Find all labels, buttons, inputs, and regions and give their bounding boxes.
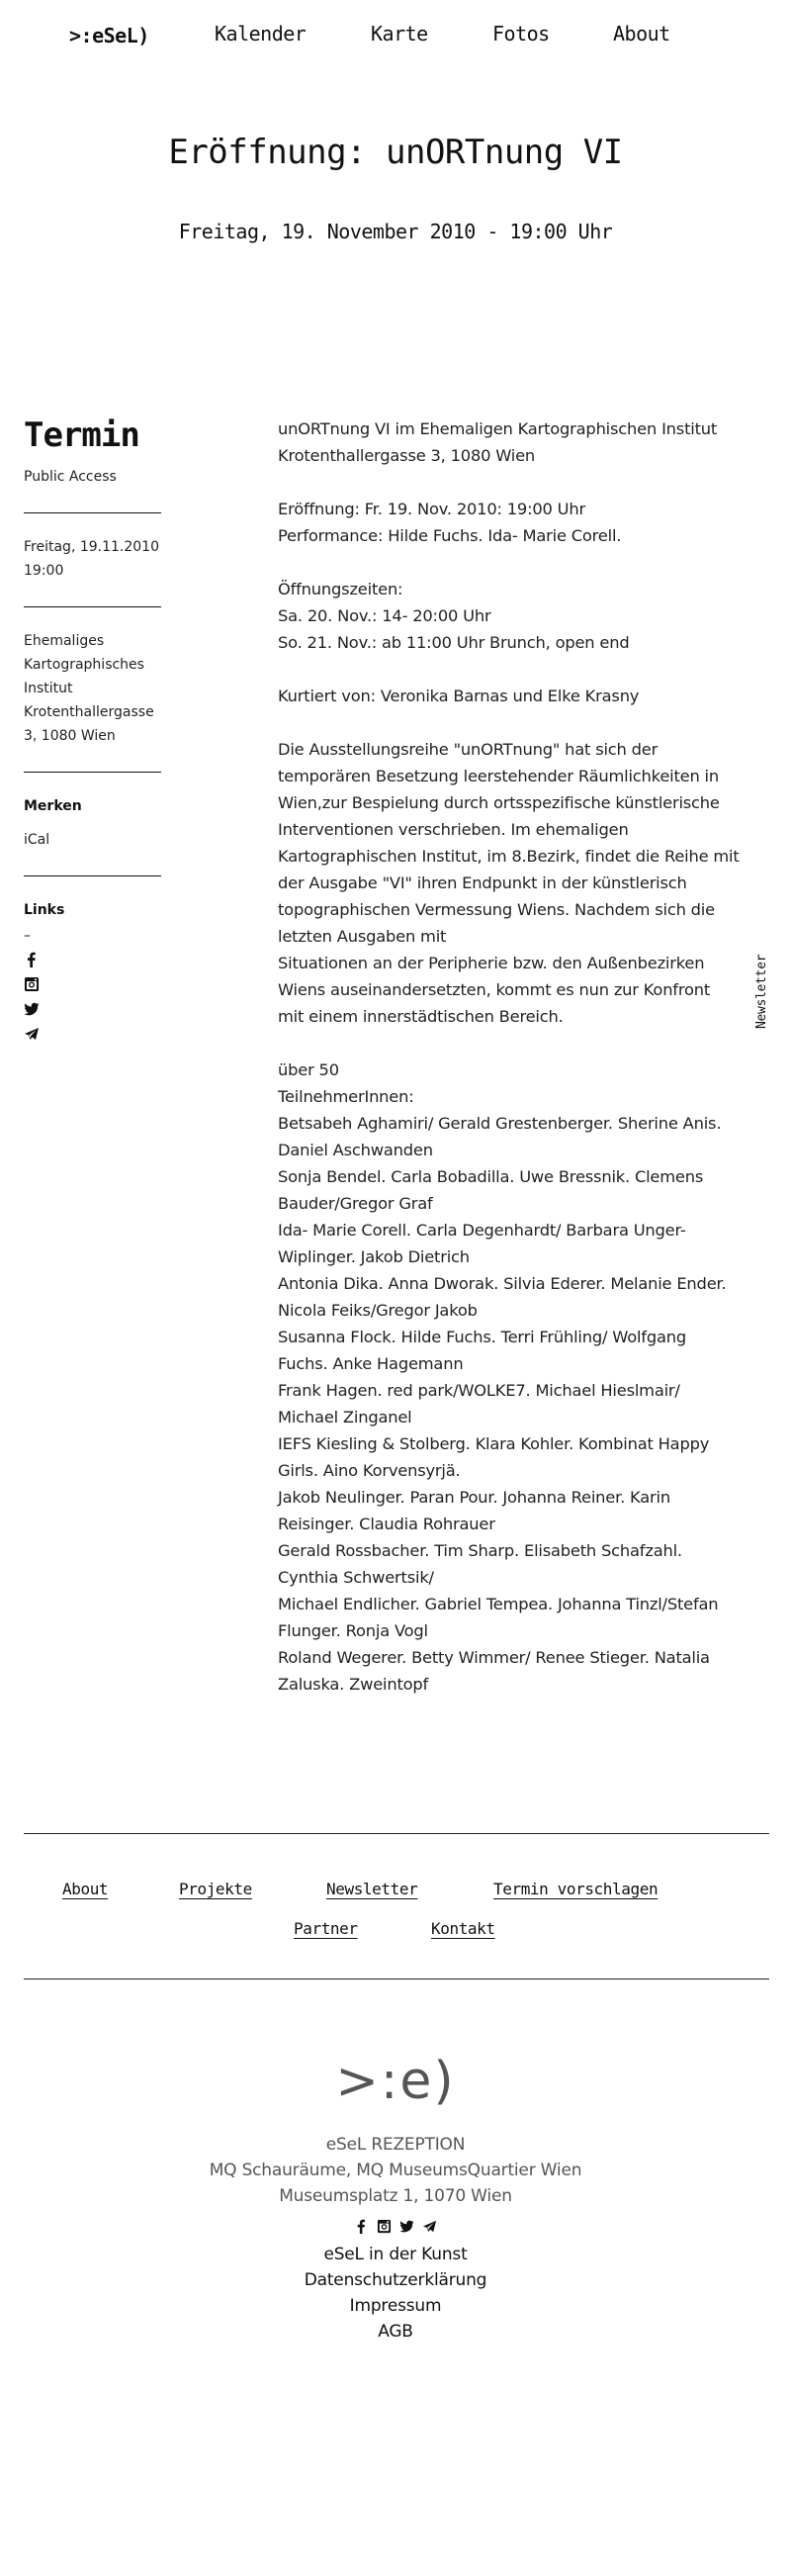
event-datetime: [24, 535, 162, 583]
instagram-icon[interactable]: [24, 976, 162, 992]
footer-link-impressum[interactable]: Impressum: [349, 2296, 442, 2316]
instagram-icon[interactable]: [377, 2219, 392, 2234]
sidebar-social-links: [24, 952, 162, 1042]
description-line: über 50: [278, 1060, 339, 1079]
footer-link-esel-in-der-kunst[interactable]: eSeL in der Kunst: [323, 2245, 468, 2264]
description-line: Antonia Dika. Anna Dworak. Silvia Ederer. Melanie Ender.: [278, 1274, 727, 1293]
footer-link-projekte[interactable]: Projekte: [179, 1880, 252, 1898]
description-line: So. 21. Nov.: ab 11:00 Uhr Brunch, open end: [278, 633, 630, 652]
description-line: Michael Zinganel: [278, 1408, 412, 1426]
nav-item-fotos[interactable]: Fotos: [492, 22, 550, 46]
description-paragraph: [278, 683, 762, 709]
venue-line: Institut: [24, 681, 73, 696]
description-paragraph: [278, 1057, 762, 1698]
links-dash: –: [24, 928, 31, 944]
description-line: Girls. Aino Korvensyrjä.: [278, 1461, 461, 1480]
footer-divider-bottom: [24, 1978, 769, 1979]
description-line: Interventionen verschrieben. Im ehemaligen: [278, 820, 629, 839]
address-line: Museumsplatz 1, 1070 Wien: [279, 2186, 512, 2206]
facebook-icon[interactable]: [354, 2219, 369, 2234]
event-time: 19:00: [24, 563, 64, 579]
description-line: letzten Ausgaben mit: [278, 927, 447, 946]
description-line: Jakob Neulinger. Paran Pour. Johanna Reiner. Karin: [278, 1488, 670, 1507]
description-line: Ida- Marie Corell. Carla Degenhardt/ Barbara Unger-: [278, 1221, 686, 1240]
description-line: TeilnehmerInnen:: [278, 1087, 414, 1106]
description-paragraph: [278, 576, 762, 656]
footer-logo: >:e): [335, 2052, 456, 2111]
footer-link-about[interactable]: About: [62, 1880, 109, 1898]
description-line: Bauder/Gregor Graf: [278, 1194, 433, 1213]
site-logo[interactable]: >:eSeL): [69, 24, 149, 47]
description-line: Sa. 20. Nov.: 14- 20:00 Uhr: [278, 606, 491, 625]
event-date-subtitle: Freitag, 19. November 2010 - 19:00 Uhr: [178, 220, 613, 243]
description-line: IEFS Kiesling & Stolberg. Klara Kohler. Kombinat Happy: [278, 1434, 710, 1453]
description-line: Cynthia Schwertsik/: [278, 1568, 434, 1587]
description-line: Wiens auseinandersetzten, kommt es nun zur Konfront: [278, 980, 711, 999]
nav-item-about[interactable]: About: [613, 22, 670, 46]
footer-link-datenschutz[interactable]: Datenschutzerklärung: [304, 2270, 487, 2290]
event-date: Freitag, 19.11.2010: [24, 539, 159, 555]
description-line: Susanna Flock. Hilde Fuchs. Terri Frühling/ Wolfgang: [278, 1328, 686, 1346]
description-line: Krotenthallergasse 3, 1080 Wien: [278, 446, 536, 465]
description-line: Daniel Aschwanden: [278, 1141, 433, 1159]
description-line: Performance: Hilde Fuchs. Ida- Marie Corell.: [278, 526, 622, 545]
address-line: eSeL REZEPTION: [325, 2135, 466, 2155]
description-line: Zaluska. Zweintopf: [278, 1675, 429, 1694]
footer-social-links: [0, 2219, 791, 2234]
description-line: Reisinger. Claudia Rohrauer: [278, 1515, 495, 1533]
ical-link[interactable]: iCal: [24, 832, 50, 848]
description-line: Kurtiert von: Veronika Barnas und Elke Krasny: [278, 687, 640, 705]
description-line: Gerald Rossbacher. Tim Sharp. Elisabeth Schafzahl.: [278, 1541, 682, 1560]
description-line: Betsabeh Aghamiri/ Gerald Grestenberger. Sherine Anis.: [278, 1114, 722, 1133]
description-line: mit einem innerstädtischen Bereich.: [278, 1007, 564, 1026]
venue-line: Krotenthallergasse: [24, 704, 154, 720]
page-title: Eröffnung: unORTnung VI: [168, 133, 623, 172]
footer-link-kontakt[interactable]: Kontakt: [431, 1919, 495, 1938]
description-line: Sonja Bendel. Carla Bobadilla. Uwe Bressnik. Clemens: [278, 1167, 704, 1186]
description-line: Wiplinger. Jakob Dietrich: [278, 1247, 470, 1266]
top-navigation: [69, 22, 149, 49]
nav-item-kalender[interactable]: Kalender: [215, 22, 307, 46]
description-paragraph: [278, 496, 762, 549]
footer-link-partner[interactable]: Partner: [294, 1919, 358, 1938]
description-line: topographischen Vermessung Wiens. Nachdem sich die: [278, 900, 715, 919]
description-line: Nicola Feiks/Gregor Jakob: [278, 1301, 478, 1320]
footer-address: [0, 2132, 791, 2209]
description-line: Kartographischen Institut, im 8.Bezirk, findet die Reihe mit: [278, 847, 740, 866]
divider: [24, 875, 161, 876]
description-line: Roland Wegerer. Betty Wimmer/ Renee Stieger. Natalia: [278, 1648, 710, 1667]
address-line: MQ Schauräume, MQ MuseumsQuartier Wien: [209, 2161, 582, 2180]
links-label: Links: [24, 902, 65, 918]
footer-link-termin-vorschlagen[interactable]: Termin vorschlagen: [493, 1880, 659, 1898]
newsletter-tab[interactable]: Newsletter: [754, 954, 769, 1029]
divider: [24, 512, 161, 513]
telegram-icon[interactable]: [24, 1026, 162, 1042]
description-line: Öffnungszeiten:: [278, 580, 403, 598]
event-sidebar: [24, 415, 162, 1042]
footer-link-agb[interactable]: AGB: [378, 2322, 413, 2342]
venue-address[interactable]: [24, 629, 162, 748]
footer-divider-top: [24, 1833, 769, 1834]
venue-line: 3, 1080 Wien: [24, 728, 116, 744]
description-paragraph: [278, 736, 762, 1030]
footer-legal-links: [0, 2242, 791, 2345]
nav-item-karte[interactable]: Karte: [371, 22, 428, 46]
description-line: Michael Endlicher. Gabriel Tempea. Johanna Tinzl/Stefan: [278, 1595, 719, 1613]
telegram-icon[interactable]: [422, 2219, 437, 2234]
description-line: Fuchs. Anke Hagemann: [278, 1354, 464, 1373]
description-line: Eröffnung: Fr. 19. Nov. 2010: 19:00 Uhr: [278, 500, 585, 518]
facebook-icon[interactable]: [24, 952, 162, 967]
description-line: temporären Besetzung leerstehender Räumlichkeiten in: [278, 767, 719, 785]
sidebar-heading: Termin: [24, 415, 139, 455]
description-paragraph: [278, 415, 762, 469]
merken-label: Merken: [24, 798, 82, 814]
description-line: Situationen an der Peripherie bzw. den Außenbezirken: [278, 954, 705, 972]
twitter-icon[interactable]: [24, 1001, 162, 1017]
venue-line: Ehemaliges: [24, 633, 105, 649]
access-type: Public Access: [24, 469, 117, 485]
venue-line: Kartographisches: [24, 657, 144, 673]
footer-link-newsletter[interactable]: Newsletter: [326, 1880, 418, 1898]
divider: [24, 772, 161, 773]
event-description: [278, 415, 762, 1724]
twitter-icon[interactable]: [399, 2219, 414, 2234]
divider: [24, 606, 161, 607]
description-line: unORTnung VI im Ehemaligen Kartographischen Institut: [278, 419, 718, 438]
description-line: Die Ausstellungsreihe "unORTnung" hat sich der: [278, 740, 659, 759]
description-line: der Ausgabe "VI" ihren Endpunkt in der künstlerisch: [278, 874, 687, 892]
description-line: Flunger. Ronja Vogl: [278, 1621, 428, 1640]
description-line: Frank Hagen. red park/WOLKE7. Michael Hieslmair/: [278, 1381, 680, 1400]
description-line: Wien,zur Bespielung durch ortsspezifische künstlerische: [278, 793, 720, 812]
